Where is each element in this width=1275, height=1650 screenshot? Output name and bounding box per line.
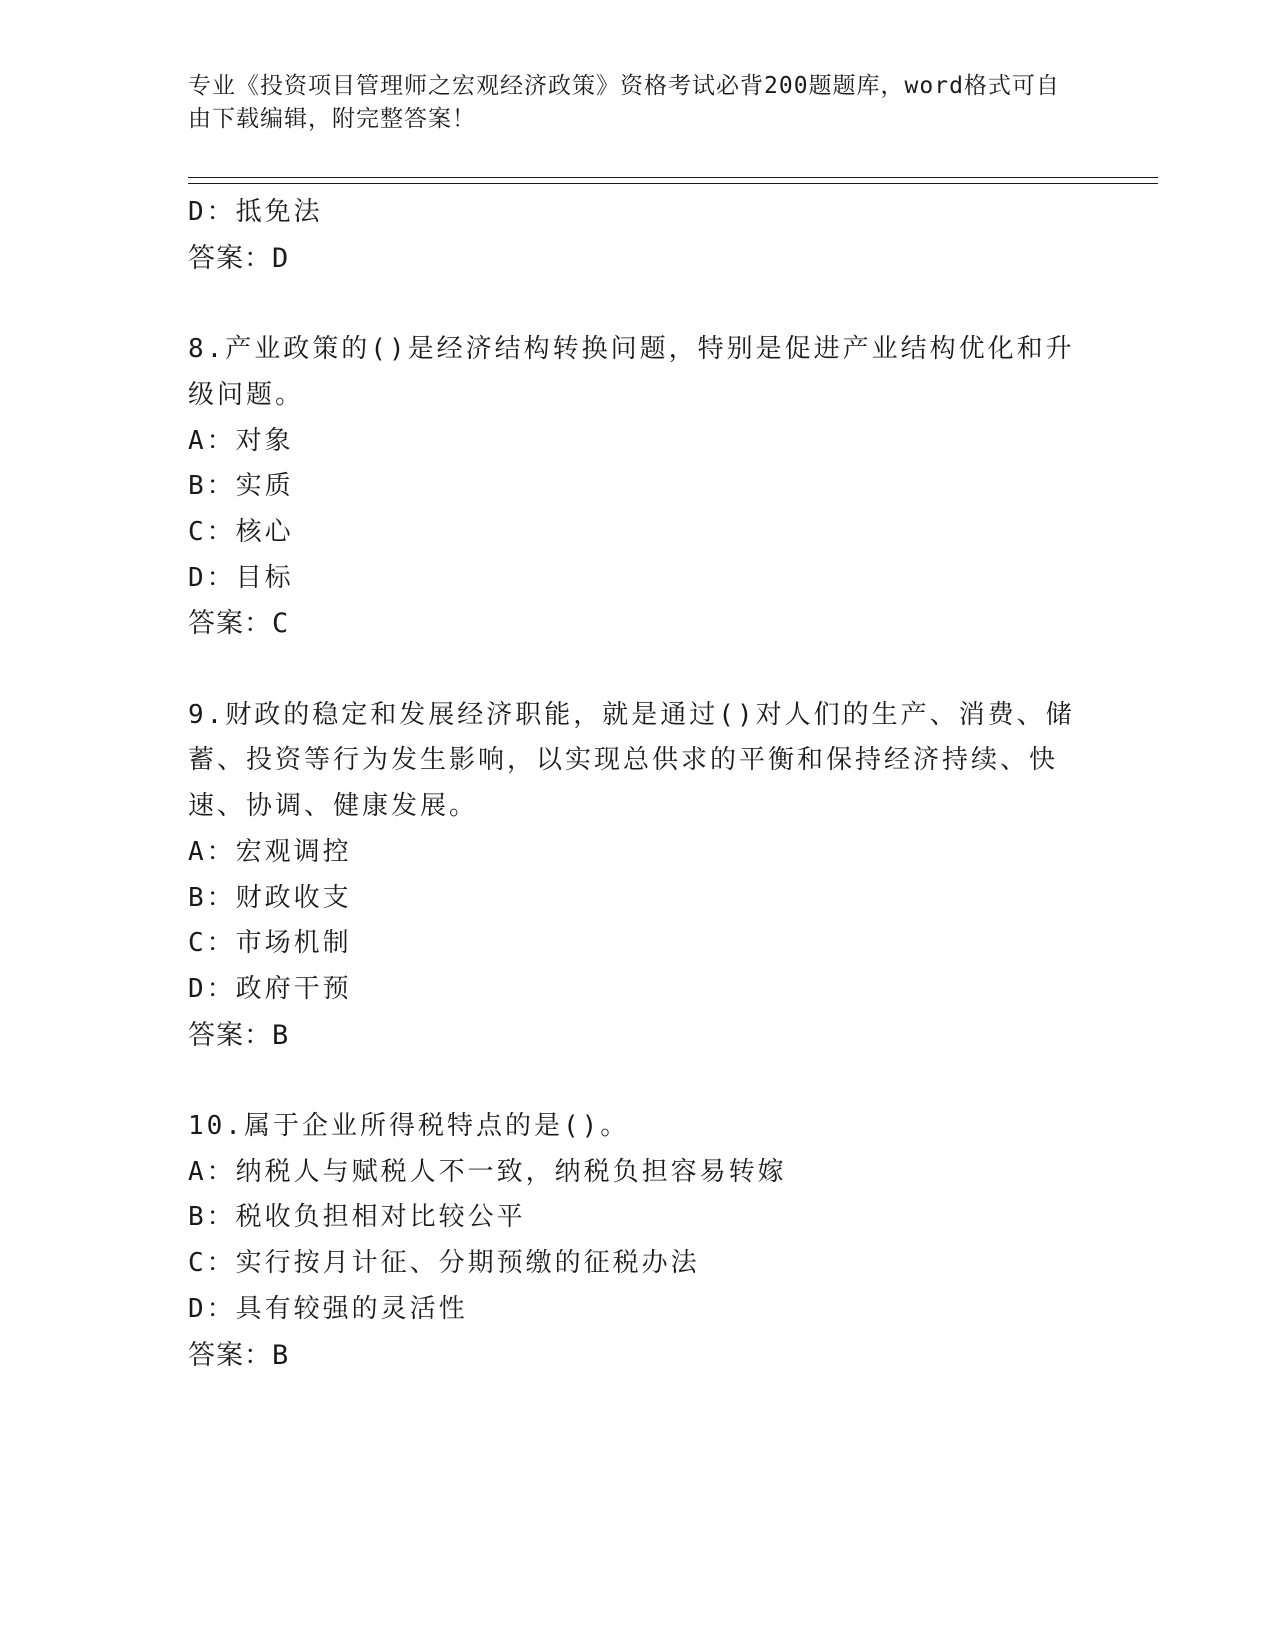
header-rule-bottom	[188, 183, 1158, 184]
question-block	[188, 1104, 1078, 1378]
answer-label: 答案：	[188, 1019, 272, 1051]
option-a: A：宏观调控	[188, 836, 352, 867]
answer-line	[188, 1333, 1078, 1379]
answer-value: B	[272, 1019, 290, 1051]
answer-line	[188, 601, 1078, 647]
answer-label: 答案：	[188, 608, 272, 640]
option-d: D：抵免法	[188, 197, 323, 227]
question-spacer	[188, 1058, 1078, 1104]
option-d: D：目标	[188, 562, 294, 593]
question-text: 9.财政的稳定和发展经济职能，就是通过()对人们的生产、消费、储蓄、投资等行为发生影响，以实现总供求的平衡和保持经济持续、快速、协调、健康发展。	[188, 699, 1075, 822]
option-b: B：税收负担相对比较公平	[188, 1202, 526, 1233]
question-text: 8.产业政策的()是经济结构转换问题，特别是促进产业结构优化和升级问题。	[188, 334, 1075, 410]
question-spacer	[188, 647, 1078, 693]
answer-line	[188, 1013, 1078, 1059]
question-block	[188, 693, 1078, 1059]
header-rule-top	[188, 177, 1158, 178]
option-a: A：纳税人与赋税人不一致，纳税负担容易转嫁	[188, 1156, 787, 1187]
answer-value: C	[272, 608, 290, 640]
option-b: B：实质	[188, 471, 294, 502]
question-list	[188, 190, 1078, 1378]
option-c: C：市场机制	[188, 928, 352, 959]
answer-value: B	[272, 1339, 290, 1371]
question-text: 10.属于企业所得税特点的是()。	[188, 1111, 630, 1142]
option-c: C：实行按月计征、分期预缴的征税办法	[188, 1248, 700, 1279]
option-d: D：政府干预	[188, 973, 352, 1004]
answer-line	[188, 236, 1078, 282]
option-b: B：财政收支	[188, 882, 352, 913]
option-c: C：核心	[188, 516, 294, 547]
option-a: A：对象	[188, 425, 294, 456]
answer-value: D	[272, 242, 290, 274]
question-spacer	[188, 281, 1078, 327]
answer-label: 答案：	[188, 1339, 272, 1371]
question-block	[188, 327, 1078, 647]
answer-label: 答案：	[188, 242, 272, 274]
option-d: D：具有较强的灵活性	[188, 1293, 468, 1324]
page-header	[188, 70, 1068, 136]
header-title: 专业《投资项目管理师之宏观经济政策》资格考试必背200题题库，word格式可自由下载编辑，附完整答案！	[188, 73, 1060, 132]
